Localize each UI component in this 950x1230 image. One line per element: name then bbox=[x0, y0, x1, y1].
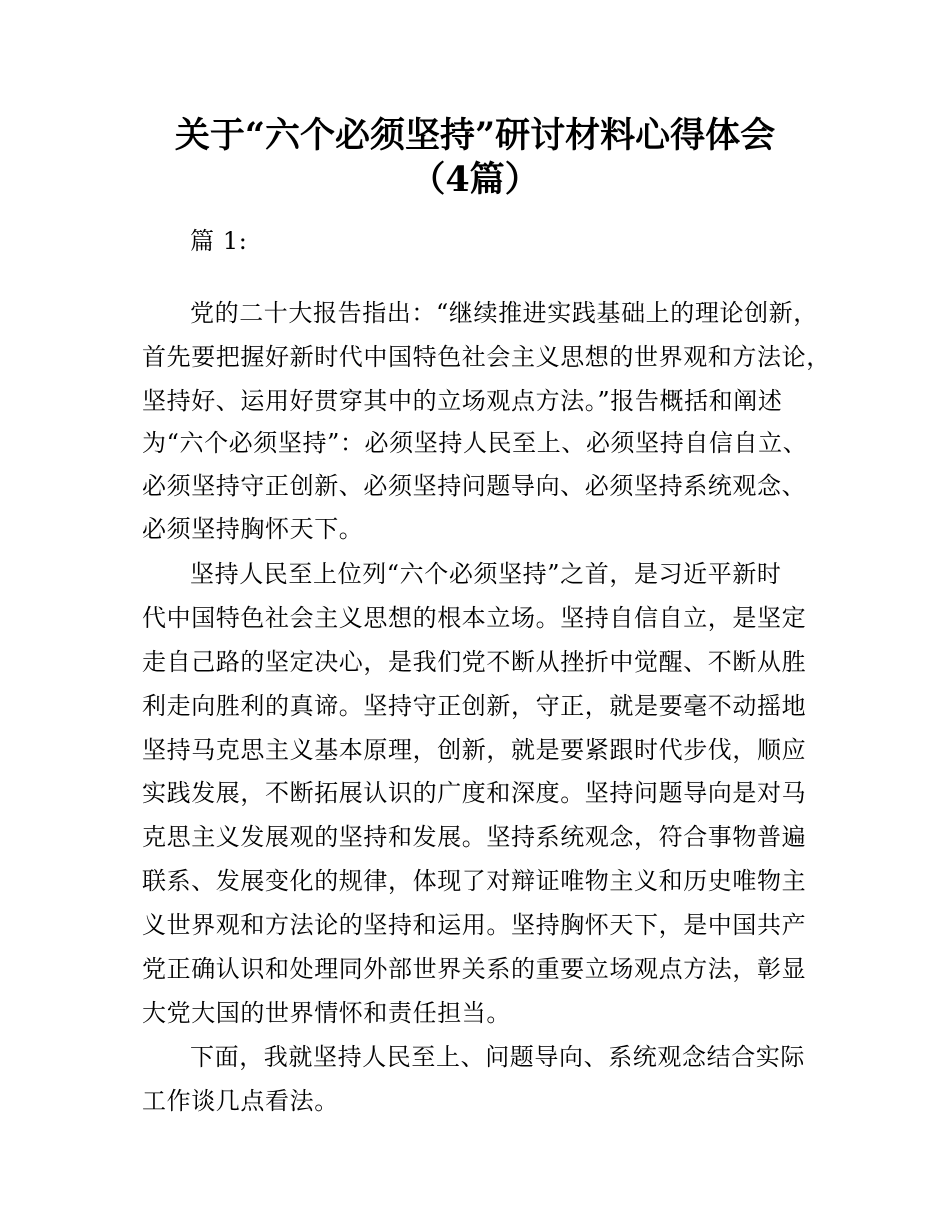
paragraph-line: 工作谈几点看法。 bbox=[142, 1087, 339, 1115]
paragraph-line: 下面，我就坚持人民至上、问题导向、系统观念结合实际 bbox=[190, 1043, 805, 1071]
paragraph-line: 为“六个必须坚持”：必须坚持人民至上、必须坚持自信自立、 bbox=[142, 429, 808, 457]
paragraph-line: 坚持马克思主义基本原理，创新，就是要紧跟时代步伐，顺应 bbox=[142, 736, 807, 764]
paragraph-line: 党正确认识和处理同外部世界关系的重要立场观点方法，彰显 bbox=[142, 955, 807, 983]
paragraph-line: 实践发展，不断拓展认识的广度和深度。坚持问题导向是对马 bbox=[142, 779, 807, 807]
paragraph-line: 党的二十大报告指出：“继续推进实践基础上的理论创新， bbox=[190, 299, 818, 327]
paragraph-line: 克思主义发展观的坚持和发展。坚持系统观念，符合事物普遍 bbox=[142, 823, 807, 851]
paragraph-line: 利走向胜利的真谛。坚持守正创新，守正，就是要毫不动摇地 bbox=[142, 692, 807, 720]
paragraph-line: 首先要把握好新时代中国特色社会主义思想的世界观和方法论， bbox=[142, 343, 831, 371]
paragraph-line: 大党大国的世界情怀和责任担当。 bbox=[142, 999, 511, 1027]
document-title-subtitle: （4篇） bbox=[410, 159, 540, 200]
paragraph-line: 义世界观和方法论的坚持和运用。坚持胸怀天下，是中国共产 bbox=[142, 911, 807, 939]
paragraph-line: 代中国特色社会主义思想的根本立场。坚持自信自立，是坚定 bbox=[142, 604, 807, 632]
section-heading: 篇 1: bbox=[190, 227, 248, 255]
paragraph-line: 必须坚持胸怀天下。 bbox=[142, 515, 364, 543]
document-title: 关于“六个必须坚持”研讨材料心得体会 bbox=[174, 115, 776, 156]
paragraph-line: 坚持好、运用好贯穿其中的立场观点方法。”报告概括和阐述 bbox=[142, 387, 783, 415]
paragraph-line: 联系、发展变化的规律，体现了对辩证唯物主义和历史唯物主 bbox=[142, 867, 807, 895]
paragraph-line: 坚持人民至上位列“六个必须坚持”之首，是习近平新时 bbox=[190, 560, 782, 588]
paragraph-line: 走自己路的坚定决心，是我们党不断从挫折中觉醒、不断从胜 bbox=[142, 648, 807, 676]
paragraph-line: 必须坚持守正创新、必须坚持问题导向、必须坚持系统观念、 bbox=[142, 472, 807, 500]
